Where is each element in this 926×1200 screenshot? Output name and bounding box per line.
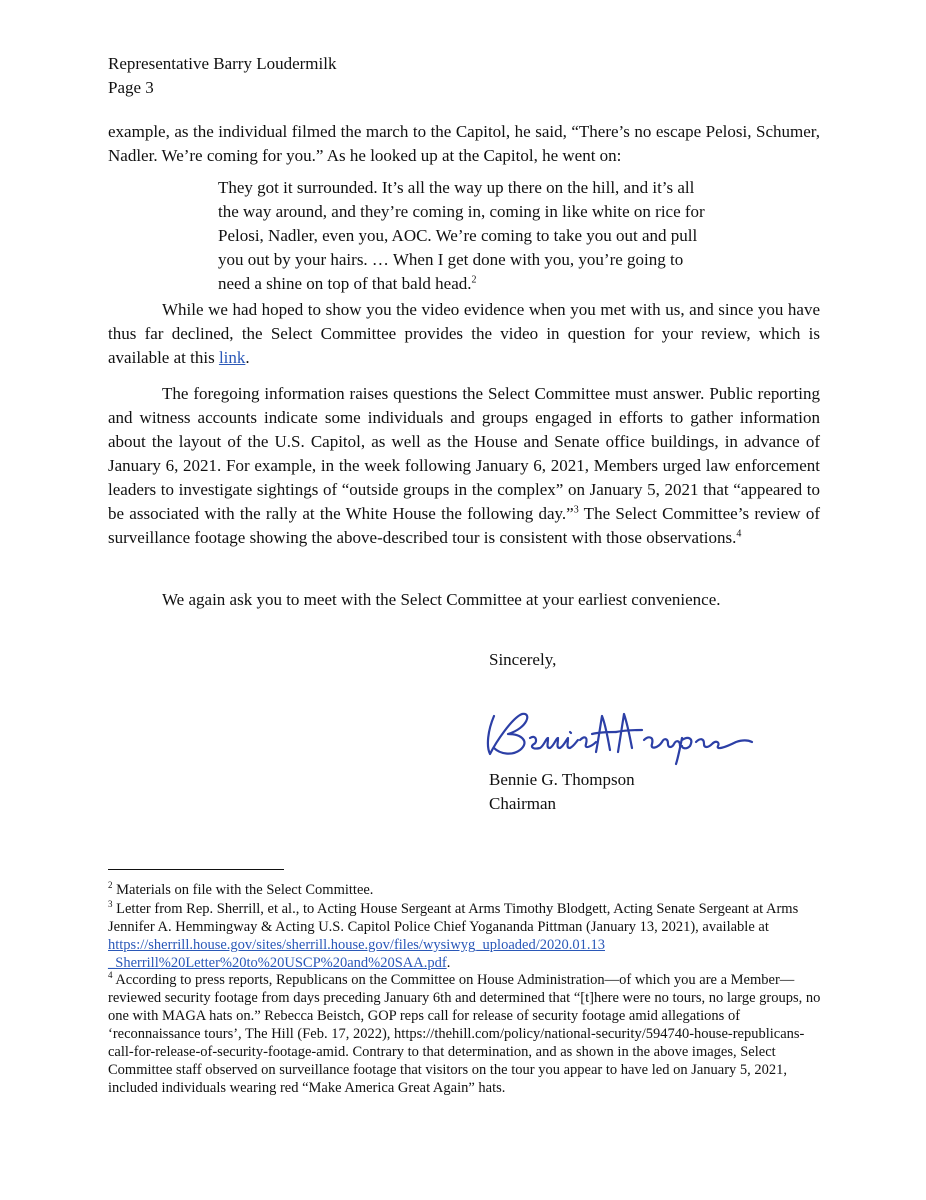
signature-image: [474, 702, 754, 772]
footnote-3-number: 3: [108, 899, 113, 910]
footnote-3: [108, 900, 828, 972]
footnote-4-number: 4: [108, 970, 113, 981]
paragraph-questions-text-2: The Select Committee’s review of surveillance footage showing the above-described tour is consistent with those observations.: [108, 504, 820, 547]
paragraph-request: We again ask you to meet with the Select Committee at your earliest convenience.: [162, 590, 721, 609]
footnote-3-url[interactable]: [108, 937, 605, 971]
block-quote: [218, 176, 712, 296]
footnote-ref-4: 4: [736, 528, 742, 540]
video-link[interactable]: link: [218, 348, 246, 367]
signer-title: Chairman: [489, 794, 557, 813]
footnote-3-url-part2: _Sherrill%20Letter%20to%20USCP%20and%20SAA.pdf: [108, 955, 447, 971]
footnote-ref-2: 2: [471, 274, 477, 286]
recipient-line: Representative Barry Loudermilk: [108, 54, 337, 73]
paragraph-video-evidence: [108, 298, 820, 370]
paragraph-video-end: .: [245, 348, 250, 367]
footnote-4-text: According to press reports, Republicans on the Committee on House Administration—of which you are a Member—reviewed security footage from days preceding January 6th and determined that “[t]here were no tours, no large groups, no one with MAGA hats on.” Rebecca Beistch, GOP reps call for release of security footage amid allegations of ‘reconnaissance tours’, The Hill (Feb. 17, 2022), https://thehill.com/policy/national-security/594740-house-republicans-call-for-release-of-security-footage-amid. Contrary to that determination, and as shown in the above images, Select Committee staff observed on surveillance footage that visitors on the tour you appear to have led on January 5, 2021, included individuals wearing red “Make America Great Again” hats.: [108, 972, 821, 1096]
footnote-separator: [108, 869, 284, 870]
closing-salutation: Sincerely,: [489, 650, 557, 669]
signer-block: [489, 768, 635, 816]
block-quote-text: They got it surrounded. It’s all the way up there on the hill, and it’s all the way around, and they’re coming in, coming in like white on rice for Pelosi, Nadler, even you, AOC. We’re coming to take you out and pull you out by your hairs. … When I get done with you, you’re going to need a shine on top of that bald head.: [218, 178, 705, 293]
paragraph-quote-intro: example, as the individual filmed the march to the Capitol, he said, “There’s no escape Pelosi, Schumer, Nadler. We’re coming for you.” As he looked up at the Capitol, he went on:: [108, 122, 820, 165]
footnote-3-end: .: [446, 955, 451, 971]
paragraph-video-text: While we had hoped to show you the video evidence when you met with us, and since you have thus far declined, the Select Committee provides the video in question for your review, which is available at this: [108, 300, 820, 367]
signer-name: Bennie G. Thompson: [489, 770, 635, 789]
paragraph-questions-text: The foregoing information raises questions the Select Committee must answer. Public reporting and witness accounts indicate some individuals and groups engaged in efforts to gather information about the layout of the U.S. Capitol, as well as the House and Senate office buildings, in advance of January 6, 2021. For example, in the week following January 6, 2021, Members urged law enforcement leaders to investigate sightings of “outside groups in the complex” on January 5, 2021 that “appeared to be associated with the rally at the White House the following day.”: [108, 384, 820, 523]
paragraph-questions: [108, 382, 820, 550]
page-number: Page 3: [108, 78, 154, 97]
footnote-3-url-part1: https://sherrill.house.gov/sites/sherrill.house.gov/files/wysiwyg_uploaded/2020.01.13: [108, 937, 605, 953]
footnote-4: [108, 971, 828, 1097]
footnote-2-text: Materials on file with the Select Committee.: [112, 882, 374, 898]
footnote-2: [108, 881, 828, 899]
footnote-ref-3: 3: [573, 504, 579, 516]
page-header: [108, 52, 336, 100]
footnote-2-number: 2: [108, 880, 113, 891]
footnote-3-text: Letter from Rep. Sherrill, et al., to Acting House Sergeant at Arms Timothy Blodgett, Acting Senate Sergeant at Arms Jennifer A. Hemmingway & Acting U.S. Capitol Police Chief Yogananda Pittman (January 13, 2021), available at: [108, 901, 799, 935]
